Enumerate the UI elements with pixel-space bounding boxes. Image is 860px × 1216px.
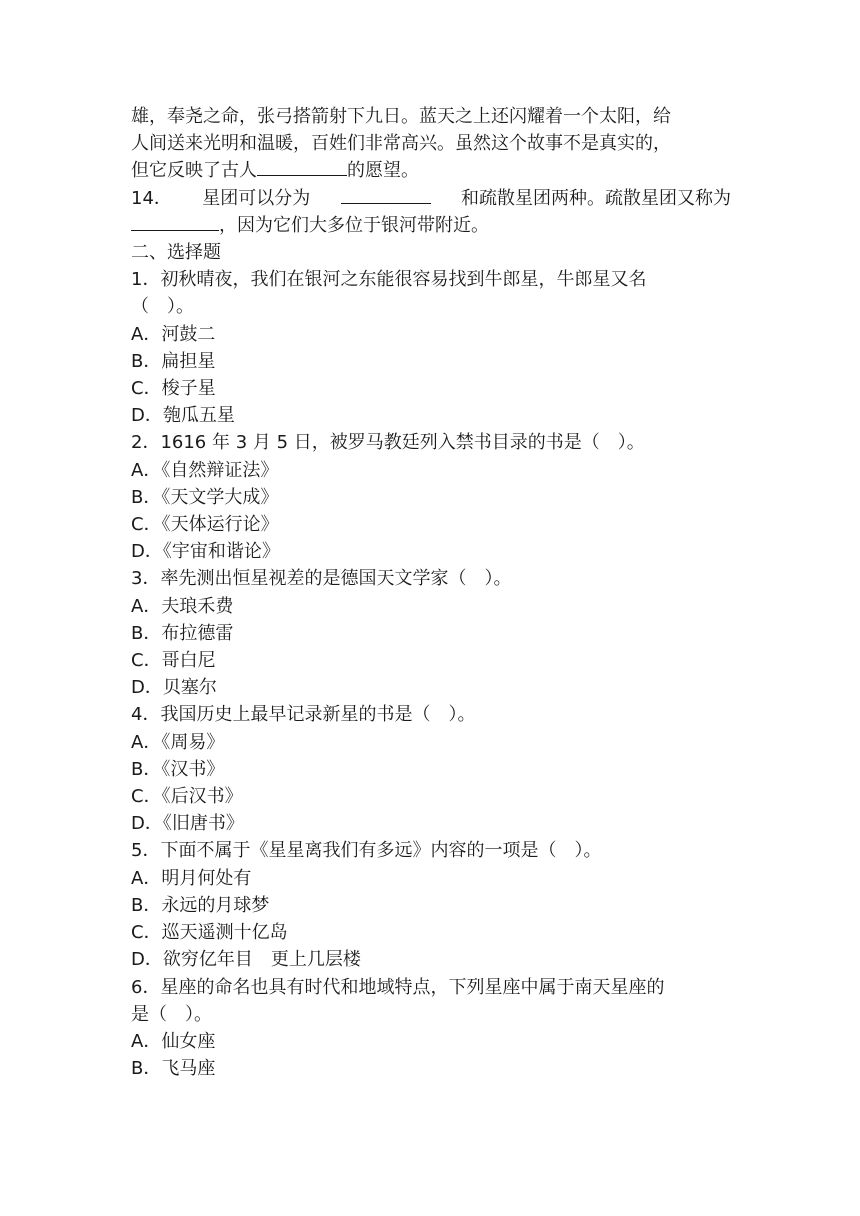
answer-option: D．《旧唐书》 bbox=[131, 813, 244, 835]
q13-text-before-blank: 但它反映了古人 bbox=[131, 160, 257, 182]
question-stem: 5．下面不属于《星星离我们有多远》内容的一项是（ ）。 bbox=[131, 840, 602, 862]
answer-option: A．仙女座 bbox=[131, 1030, 216, 1052]
question-stem: 6．星座的命名也具有时代和地域特点，下列星座中属于南天星座的 bbox=[131, 976, 665, 998]
answer-option: D．匏瓜五星 bbox=[131, 405, 235, 427]
q14-line-2 bbox=[131, 212, 731, 239]
answer-option: C．《后汉书》 bbox=[131, 786, 243, 808]
answer-option: D．贝塞尔 bbox=[131, 677, 217, 699]
question-block bbox=[131, 429, 731, 565]
answer-option: B．飞马座 bbox=[131, 1058, 216, 1080]
q13-continuation-line-1: 雄，奉尧之命，张弓搭箭射下九日。蓝天之上还闪耀着一个太阳，给 bbox=[131, 106, 671, 127]
answer-option: C．巡天遥测十亿岛 bbox=[131, 922, 288, 944]
q13-text-after-blank: 的愿望。 bbox=[347, 160, 419, 182]
answer-option: B．《天文学大成》 bbox=[131, 486, 279, 508]
answer-option: B．扁担星 bbox=[131, 350, 216, 372]
answer-option: B．永远的月球梦 bbox=[131, 894, 270, 916]
answer-option: B．《汉书》 bbox=[131, 758, 225, 780]
answer-option: A．河鼓二 bbox=[131, 323, 216, 345]
q14-number: 14． bbox=[131, 187, 172, 209]
answer-option: B．布拉德雷 bbox=[131, 622, 234, 644]
question-stem: 是（ ）。 bbox=[131, 1003, 212, 1025]
q14-answer-blank-2 bbox=[131, 212, 219, 231]
answer-option: A．明月何处有 bbox=[131, 867, 252, 889]
question-block bbox=[131, 266, 731, 429]
question-stem: 4．我国历史上最早记录新星的书是（ ）。 bbox=[131, 704, 476, 726]
q13-answer-blank bbox=[257, 157, 347, 176]
q14-text-middle: 和疏散星团两种。疏散星团又称为 bbox=[460, 187, 731, 209]
question-block bbox=[131, 701, 731, 837]
q13-continuation-line-3 bbox=[131, 157, 731, 184]
q14-text-before-blank: 星团可以分为 bbox=[202, 187, 311, 209]
document-page bbox=[131, 103, 731, 1082]
answer-option: C．梭子星 bbox=[131, 378, 216, 400]
section-title: 二、选择题 bbox=[131, 242, 221, 264]
question-block bbox=[131, 565, 731, 701]
answer-option: C．哥白尼 bbox=[131, 650, 216, 672]
q14-line-1 bbox=[131, 185, 731, 212]
q13-continuation-line-2: 人间送来光明和温暖，百姓们非常高兴。虽然这个故事不是真实的， bbox=[131, 133, 671, 155]
question-list bbox=[131, 266, 731, 1082]
question-stem: 1．初秋晴夜，我们在银河之东能很容易找到牛郎星，牛郎星又名 bbox=[131, 269, 647, 291]
question-stem: （ ）。 bbox=[131, 296, 194, 318]
q14-answer-blank-1 bbox=[341, 185, 431, 204]
answer-option: A．《周易》 bbox=[131, 731, 225, 753]
answer-option: A．《自然辩证法》 bbox=[131, 459, 279, 481]
question-block bbox=[131, 837, 731, 973]
answer-option: C．《天体运行论》 bbox=[131, 514, 279, 536]
answer-option: A．夫琅禾费 bbox=[131, 595, 234, 617]
question-stem: 3．率先测出恒星视差的是德国天文学家（ ）。 bbox=[131, 568, 512, 590]
q14-text-after-blank: ，因为它们大多位于银河带附近。 bbox=[219, 214, 489, 236]
question-block bbox=[131, 974, 731, 1083]
answer-option: D．《宇宙和谐论》 bbox=[131, 541, 280, 563]
answer-option: D．欲穷亿年目 更上几层楼 bbox=[131, 949, 361, 971]
question-stem: 2．1616 年 3 月 5 日，被罗马教廷列入禁书目录的书是（ ）。 bbox=[131, 432, 645, 454]
